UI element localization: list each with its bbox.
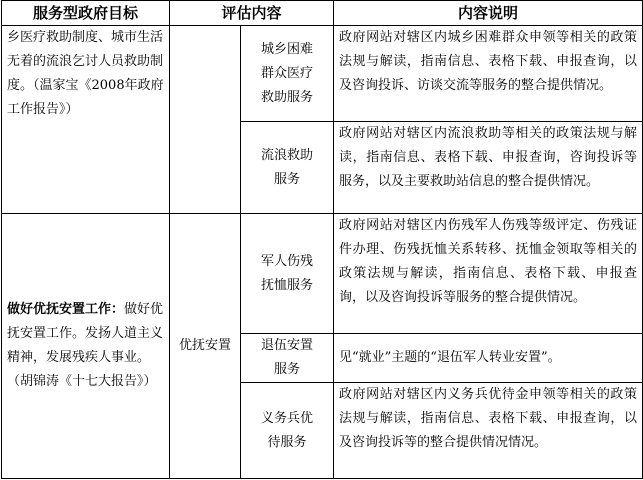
item-cell: 流浪救助服务	[241, 122, 334, 214]
description-cell: 见“就业”主题的“退伍军人转业安置”。	[334, 334, 643, 383]
goal-text: 乡医疗救助制度、城市生活无着的流浪乞讨人员救助制度。（温家宝《2008年政府工作报告》）	[7, 30, 164, 117]
item-cell: 城乡困难群众医疗救助服务	[241, 26, 334, 122]
header-description: 内容说明	[334, 1, 643, 26]
goal-text: 做好优抚安置工作。发扬人道主义精神，发展残疾人事业。（胡锦涛《十七大报告》）	[7, 302, 164, 389]
category-cell	[170, 26, 241, 214]
item-cell: 军人伤残抚恤服务	[241, 214, 334, 334]
category-cell: 优抚安置	[170, 214, 241, 479]
description-cell: 政府网站对辖区内义务兵优待金申领等相关的政策法规与解读，指南信息、表格下载、申报查询，以及咨询投诉等的整合提供情况情况。	[334, 383, 643, 479]
description-cell: 政府网站对辖区内流浪救助等相关的政策法规与解读，指南信息、表格下载、申报查询，咨询投诉等服务，以及主要救助站信息的整合提供情况。	[334, 122, 643, 214]
evaluation-table	[1, 0, 643, 479]
goal-heading: 做好优抚安置工作：	[7, 302, 125, 317]
goal-cell	[2, 26, 170, 214]
header-content: 评估内容	[170, 1, 334, 26]
item-cell: 退伍安置服务	[241, 334, 334, 383]
description-cell: 政府网站对辖区内伤残军人伤残等级评定、伤残证件办理、伤残抚恤关系转移、抚恤金领取等相关的政策法规与解读，指南信息、表格下载、申报查询，以及咨询投诉等服务的整合提供情况。	[334, 214, 643, 334]
description-cell: 政府网站对辖区内城乡困难群众申领等相关的政策法规与解读，指南信息、表格下载、申报查询，以及咨询投诉、访谈交流等服务的整合提供情况。	[334, 26, 643, 122]
item-cell: 义务兵优待服务	[241, 383, 334, 479]
header-goal: 服务型政府目标	[2, 1, 170, 26]
table-row	[2, 214, 643, 334]
goal-cell	[2, 214, 170, 479]
table-row	[2, 26, 643, 122]
table-header-row	[2, 1, 643, 26]
